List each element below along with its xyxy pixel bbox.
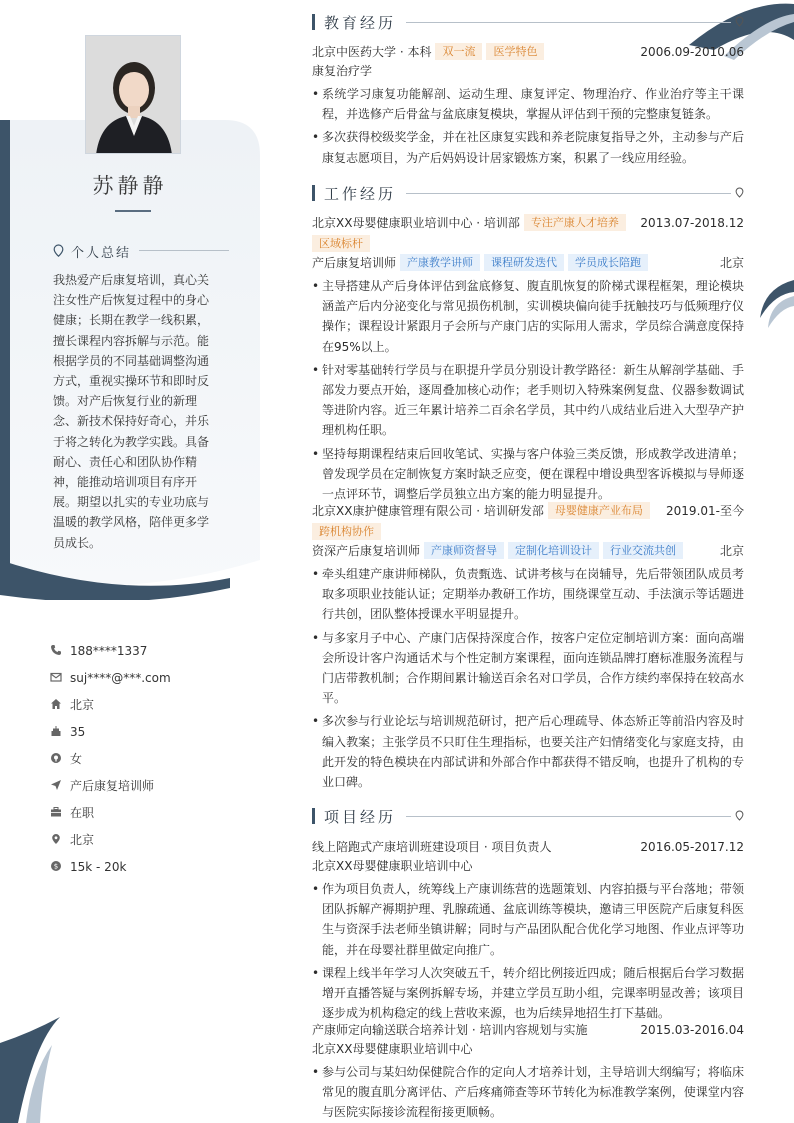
project-bullet: • 课程上线半年学习人次突破五千，转介绍比例接近四成；随后根据后台学习数据增开直播答疑与案例拆解专场，并建立学员互助小组，完课率明显改善；该项目逐步成为机构稳定的线上营收来源，也为后续异地招生打下基础。 bbox=[312, 963, 744, 1024]
heading-bar bbox=[312, 185, 315, 201]
contact-status bbox=[50, 804, 250, 831]
work-title-row bbox=[312, 254, 744, 273]
education-tag: 医学特色 bbox=[486, 43, 544, 60]
education-school: 北京中医药大学 · 本科 bbox=[312, 45, 432, 59]
project-header-row bbox=[312, 1021, 744, 1040]
contact-age bbox=[50, 723, 250, 750]
contact-position-value: 产后康复培训师 bbox=[70, 779, 155, 793]
work-entry-2 bbox=[312, 502, 744, 792]
education-bullets bbox=[312, 84, 744, 168]
work-bullet: • 针对零基础转行学员与在职提升学员分别设计教学路径：新生从解剖学基础、手部发力要点开始，逐周叠加核心动作；老手则切入特殊案例复盘、仪器参数调试等进阶内容。近三年累计培养二百余名学员，其中约八成结业后进入大型孕产护理机构任职。 bbox=[312, 360, 744, 441]
profile-photo bbox=[85, 35, 181, 154]
contact-city-value: 北京 bbox=[70, 833, 95, 847]
project-bullets bbox=[312, 879, 744, 1023]
heading-line bbox=[406, 816, 731, 817]
education-header-row bbox=[312, 43, 744, 62]
work-title: 产后康复培训师 bbox=[312, 256, 397, 270]
work-skill-tag: 产康师资督导 bbox=[424, 542, 504, 559]
contact-city bbox=[50, 831, 250, 858]
summary-heading-text: 个人总结 bbox=[71, 246, 132, 261]
location-pin-icon bbox=[53, 244, 64, 257]
summary-heading bbox=[53, 242, 238, 260]
heading-bar bbox=[312, 808, 315, 824]
education-bullet: • 系统学习康复功能解剖、运动生理、康复评定、物理治疗、作业治疗等主干课程，并选修产后骨盆与盆底康复模块，掌握从评估到干预的完整康复链条。 bbox=[312, 84, 744, 124]
work-header-row bbox=[312, 502, 744, 521]
summary-heading-line bbox=[139, 250, 229, 251]
work-skill-tag: 定制化培训设计 bbox=[508, 542, 599, 559]
mail-icon bbox=[50, 671, 62, 683]
contact-info bbox=[50, 642, 250, 885]
work-city: 北京 bbox=[719, 256, 744, 270]
work-period: 2013.07-2018.12 bbox=[640, 216, 744, 230]
phone-icon bbox=[50, 644, 62, 656]
work-heading bbox=[312, 183, 744, 203]
contact-status-value: 在职 bbox=[70, 806, 95, 820]
work-city: 北京 bbox=[719, 544, 744, 558]
home-icon bbox=[50, 698, 62, 710]
send-icon bbox=[50, 779, 62, 791]
work-bullet: • 与多家月子中心、产康门店保持深度合作，按客户定位定制培训方案：面向高端会所设计客户沟通话术与个性定制方案课程，面向连锁品牌打磨标准服务流程与门店带教机制；合作期间累计输送百余名对口学员，合作方续约率保持在较高水平。 bbox=[312, 628, 744, 709]
work-bullet: • 牵头组建产康讲师梯队，负责甄选、试讲考核与在岗辅导，先后带领团队成员考取多项职业技能认证；定期举办教研工作坊，围绕课堂互动、手法演示等话题进行共创，团队整体授课水平明显提升。 bbox=[312, 564, 744, 625]
contact-salary bbox=[50, 858, 250, 885]
education-major: 康复治疗学 bbox=[312, 64, 373, 78]
salary-icon bbox=[50, 860, 62, 872]
education-period: 2006.09-2010.06 bbox=[640, 45, 744, 59]
heading-line bbox=[406, 193, 731, 194]
work-header-row bbox=[312, 214, 744, 233]
location-pin-icon bbox=[735, 187, 744, 198]
heading-bar bbox=[312, 14, 315, 30]
contact-gender bbox=[50, 750, 250, 777]
contact-salary-value: 15k - 20k bbox=[70, 860, 127, 874]
location-pin-icon bbox=[735, 16, 744, 27]
work-bullets bbox=[312, 276, 744, 504]
contact-home-value: 北京 bbox=[70, 698, 95, 712]
summary-text: 我热爱产后康复培训，真心关注女性产后恢复过程中的身心健康；长期在教学一线积累，擅长课程内容拆解与示范。能根据学员的不同基础调整沟通方式，重视实操环节和即时反馈。对产后恢复行业的新理念、新技术保持好奇心，并乐于将之转化为教学实践。具备耐心、责任心和团队协作精神，能推动培训项目有序开展。期望以扎实的专业功底与温暖的教学风格，陪伴更多学员成长。 bbox=[53, 273, 210, 550]
education-tag: 双一流 bbox=[435, 43, 482, 60]
work-skill-tag: 产康教学讲师 bbox=[400, 254, 480, 271]
work-title: 资深产后康复培训师 bbox=[312, 544, 421, 558]
contact-phone bbox=[50, 642, 250, 669]
person-name: 苏静静 bbox=[92, 174, 168, 198]
right-side-wave bbox=[754, 278, 794, 338]
project-header-row bbox=[312, 838, 744, 857]
project-period: 2016.05-2017.12 bbox=[640, 840, 744, 854]
work-bullet: • 坚持每期课程结束后回收笔试、实操与客户体验三类反馈，形成教学改进清单；曾发现学员在定制恢复方案时缺乏应变，便在课程中增设典型客诉模拟与导师逐一点评环节，调整后学员独立出方案的能力明显提升。 bbox=[312, 444, 744, 505]
project-entry-1 bbox=[312, 838, 744, 1023]
cake-icon bbox=[50, 725, 62, 737]
work-tag: 专注产康人才培养 bbox=[524, 214, 626, 231]
work-tag: 母婴健康产业布局 bbox=[548, 502, 650, 519]
work-company: 北京XX母婴健康职业培训中心 · 培训部 bbox=[312, 216, 520, 230]
education-heading-text: 教育经历 bbox=[324, 14, 397, 32]
work-company: 北京XX康护健康管理有限公司 · 培训研发部 bbox=[312, 504, 544, 518]
project-org: 北京XX母婴健康职业培训中心 bbox=[312, 859, 473, 873]
work-bullets bbox=[312, 564, 744, 792]
project-bullet: • 作为项目负责人，统筹线上产康训练营的选题策划、内容拍摄与平台落地；带领团队拆解产褥期护理、乳腺疏通、盆底训练等模块，邀请三甲医院产后康复科医生与资深手法老师坐镇讲解；同时与产品团队配合优化学习地图、作业点评等功能，并在母婴社群里做定向推广。 bbox=[312, 879, 744, 960]
work-tag: 区域标杆 bbox=[312, 235, 370, 252]
contact-phone-value: 188****1337 bbox=[70, 644, 148, 658]
project-title: 线上陪跑式产康培训班建设项目 · 项目负责人 bbox=[312, 840, 552, 854]
contact-home bbox=[50, 696, 250, 723]
project-period: 2015.03-2016.04 bbox=[640, 1023, 744, 1037]
work-bullet: • 主导搭建从产后身体评估到盆底修复、腹直肌恢复的阶梯式课程框架，理论模块涵盖产后内分泌变化与常见损伤机制，实训模块偏向徒手抚触技巧与低频理疗仪操作；课程设计紧跟月子会所与产康门店的实际用人需求，学员综合满意度保持在95%以上。 bbox=[312, 276, 744, 357]
contact-position bbox=[50, 777, 250, 804]
work-bullet: • 多次参与行业论坛与培训规范研讨，把产后心理疏导、体态矫正等前沿内容及时编入教案；主张学员不只盯住生理指标，也要关注产妇情绪变化与家庭支持，由此开发的特色模块在内部试讲和外部合作中都获得不错反响，也提升了机构的专业口碑。 bbox=[312, 711, 744, 792]
work-title-row bbox=[312, 542, 744, 561]
location-pin-icon bbox=[735, 810, 744, 821]
work-tag-row bbox=[312, 523, 744, 542]
contact-email-value: suj****@***.com bbox=[70, 671, 171, 685]
project-bullet: • 参与公司与某妇幼保健院合作的定向人才培养计划，主导培训大纲编写；将临床常见的腹直肌分离评估、产后疼痛筛查等环节转化为标准教学案例，使课堂内容与医院实际接诊流程衔接更顺畅。 bbox=[312, 1062, 744, 1123]
name-divider bbox=[115, 210, 151, 212]
avatar bbox=[86, 36, 181, 154]
work-skill-tag: 课程研发迭代 bbox=[484, 254, 564, 271]
heading-line bbox=[406, 22, 731, 23]
education-entry bbox=[312, 43, 744, 168]
education-bullet: • 多次获得校级奖学金，并在社区康复实践和养老院康复指导之外，主动参与产后康复志愿项目，为产后妈妈设计居家锻炼方案，积累了一线应用经验。 bbox=[312, 127, 744, 167]
projects-heading bbox=[312, 806, 744, 826]
work-tag-row bbox=[312, 235, 744, 254]
work-entry-1 bbox=[312, 214, 744, 504]
briefcase-icon bbox=[50, 806, 62, 818]
project-org: 北京XX母婴健康职业培训中心 bbox=[312, 1042, 473, 1056]
location-icon bbox=[50, 833, 62, 845]
gender-icon bbox=[50, 752, 62, 764]
svg-text:$: $ bbox=[53, 862, 59, 871]
work-period: 2019.01-至今 bbox=[666, 504, 744, 518]
work-tag: 跨机构协作 bbox=[312, 523, 381, 540]
contact-gender-value: 女 bbox=[70, 752, 83, 766]
project-entry-2 bbox=[312, 1021, 744, 1123]
work-skill-tag: 学员成长陪跑 bbox=[568, 254, 648, 271]
projects-heading-text: 项目经历 bbox=[324, 808, 397, 826]
education-heading bbox=[312, 12, 744, 32]
contact-age-value: 35 bbox=[70, 725, 86, 739]
sidebar bbox=[0, 0, 260, 1123]
work-skill-tag: 行业交流共创 bbox=[603, 542, 683, 559]
project-bullets bbox=[312, 1062, 744, 1123]
work-heading-text: 工作经历 bbox=[324, 185, 397, 203]
project-title: 产康师定向输送联合培养计划 · 培训内容规划与实施 bbox=[312, 1023, 588, 1037]
contact-email bbox=[50, 669, 250, 696]
